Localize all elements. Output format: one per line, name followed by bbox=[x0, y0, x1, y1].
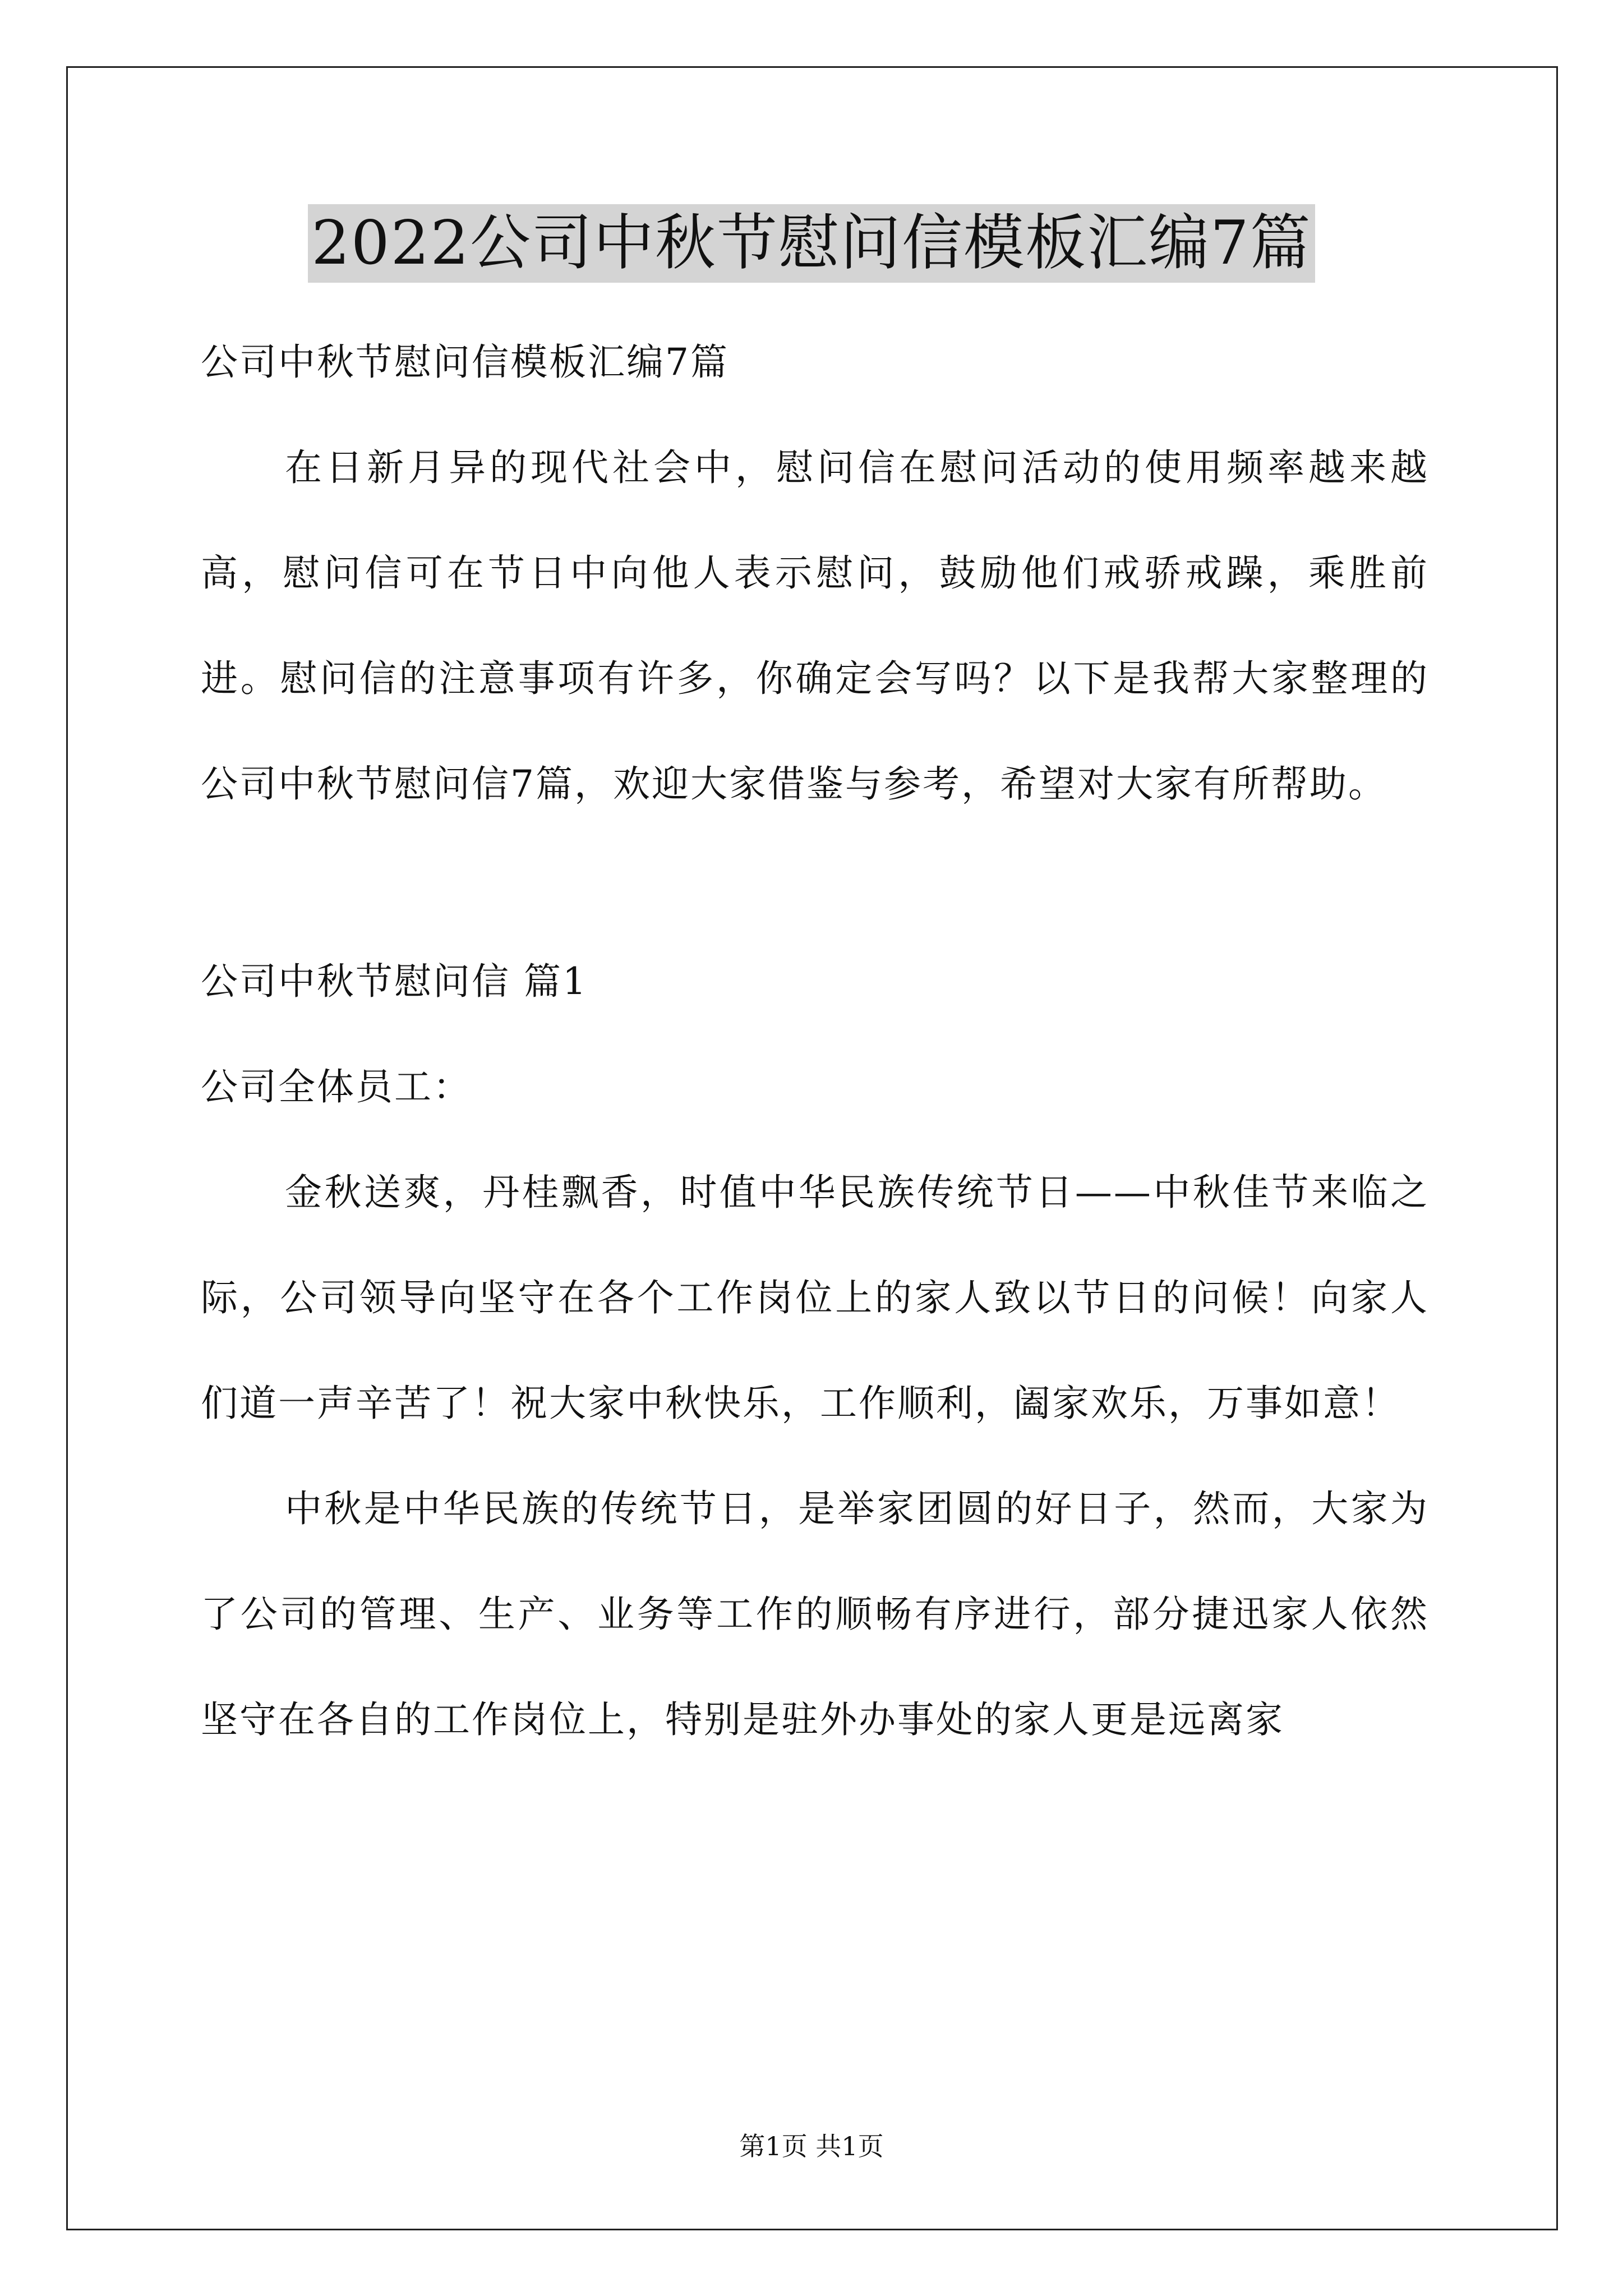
title-container bbox=[0, 204, 1623, 283]
document-title: 2022公司中秋节慰问信模板汇编7篇 bbox=[308, 204, 1315, 283]
document-body bbox=[201, 310, 1429, 1773]
document-subtitle: 公司中秋节慰问信模板汇编7篇 bbox=[201, 341, 729, 384]
salutation: 公司全体员工： bbox=[201, 1065, 472, 1108]
page-footer: 第1页 共1页 bbox=[739, 2131, 884, 2161]
section-heading: 公司中秋节慰问信 篇1 bbox=[201, 960, 588, 1003]
intro-paragraph: 在日新月异的现代社会中，慰问信在慰问活动的使用频率越来越高，慰问信可在节日中向他人表示慰问，鼓励他们戒骄戒躁，乘胜前进。慰问信的注意事项有许多，你确定会写吗？以下是我帮大家整理的公司中秋节慰问信7篇，欢迎大家借鉴与参考，希望对大家有所帮助。 bbox=[201, 446, 1429, 806]
body-paragraph-2: 中秋是中华民族的传统节日，是举家团圆的好日子，然而，大家为了公司的管理、生产、业务等工作的顺畅有序进行，部分捷迅家人依然坚守在各自的工作岗位上，特别是驻外办事处的家人更是远离家 bbox=[201, 1487, 1429, 1741]
body-paragraph-1: 金秋送爽，丹桂飘香，时值中华民族传统节日——中秋佳节来临之际，公司领导向坚守在各个工作岗位上的家人致以节日的问候！向家人们道一声辛苦了！祝大家中秋快乐，工作顺利，阖家欢乐，万事如意！ bbox=[201, 1171, 1429, 1425]
